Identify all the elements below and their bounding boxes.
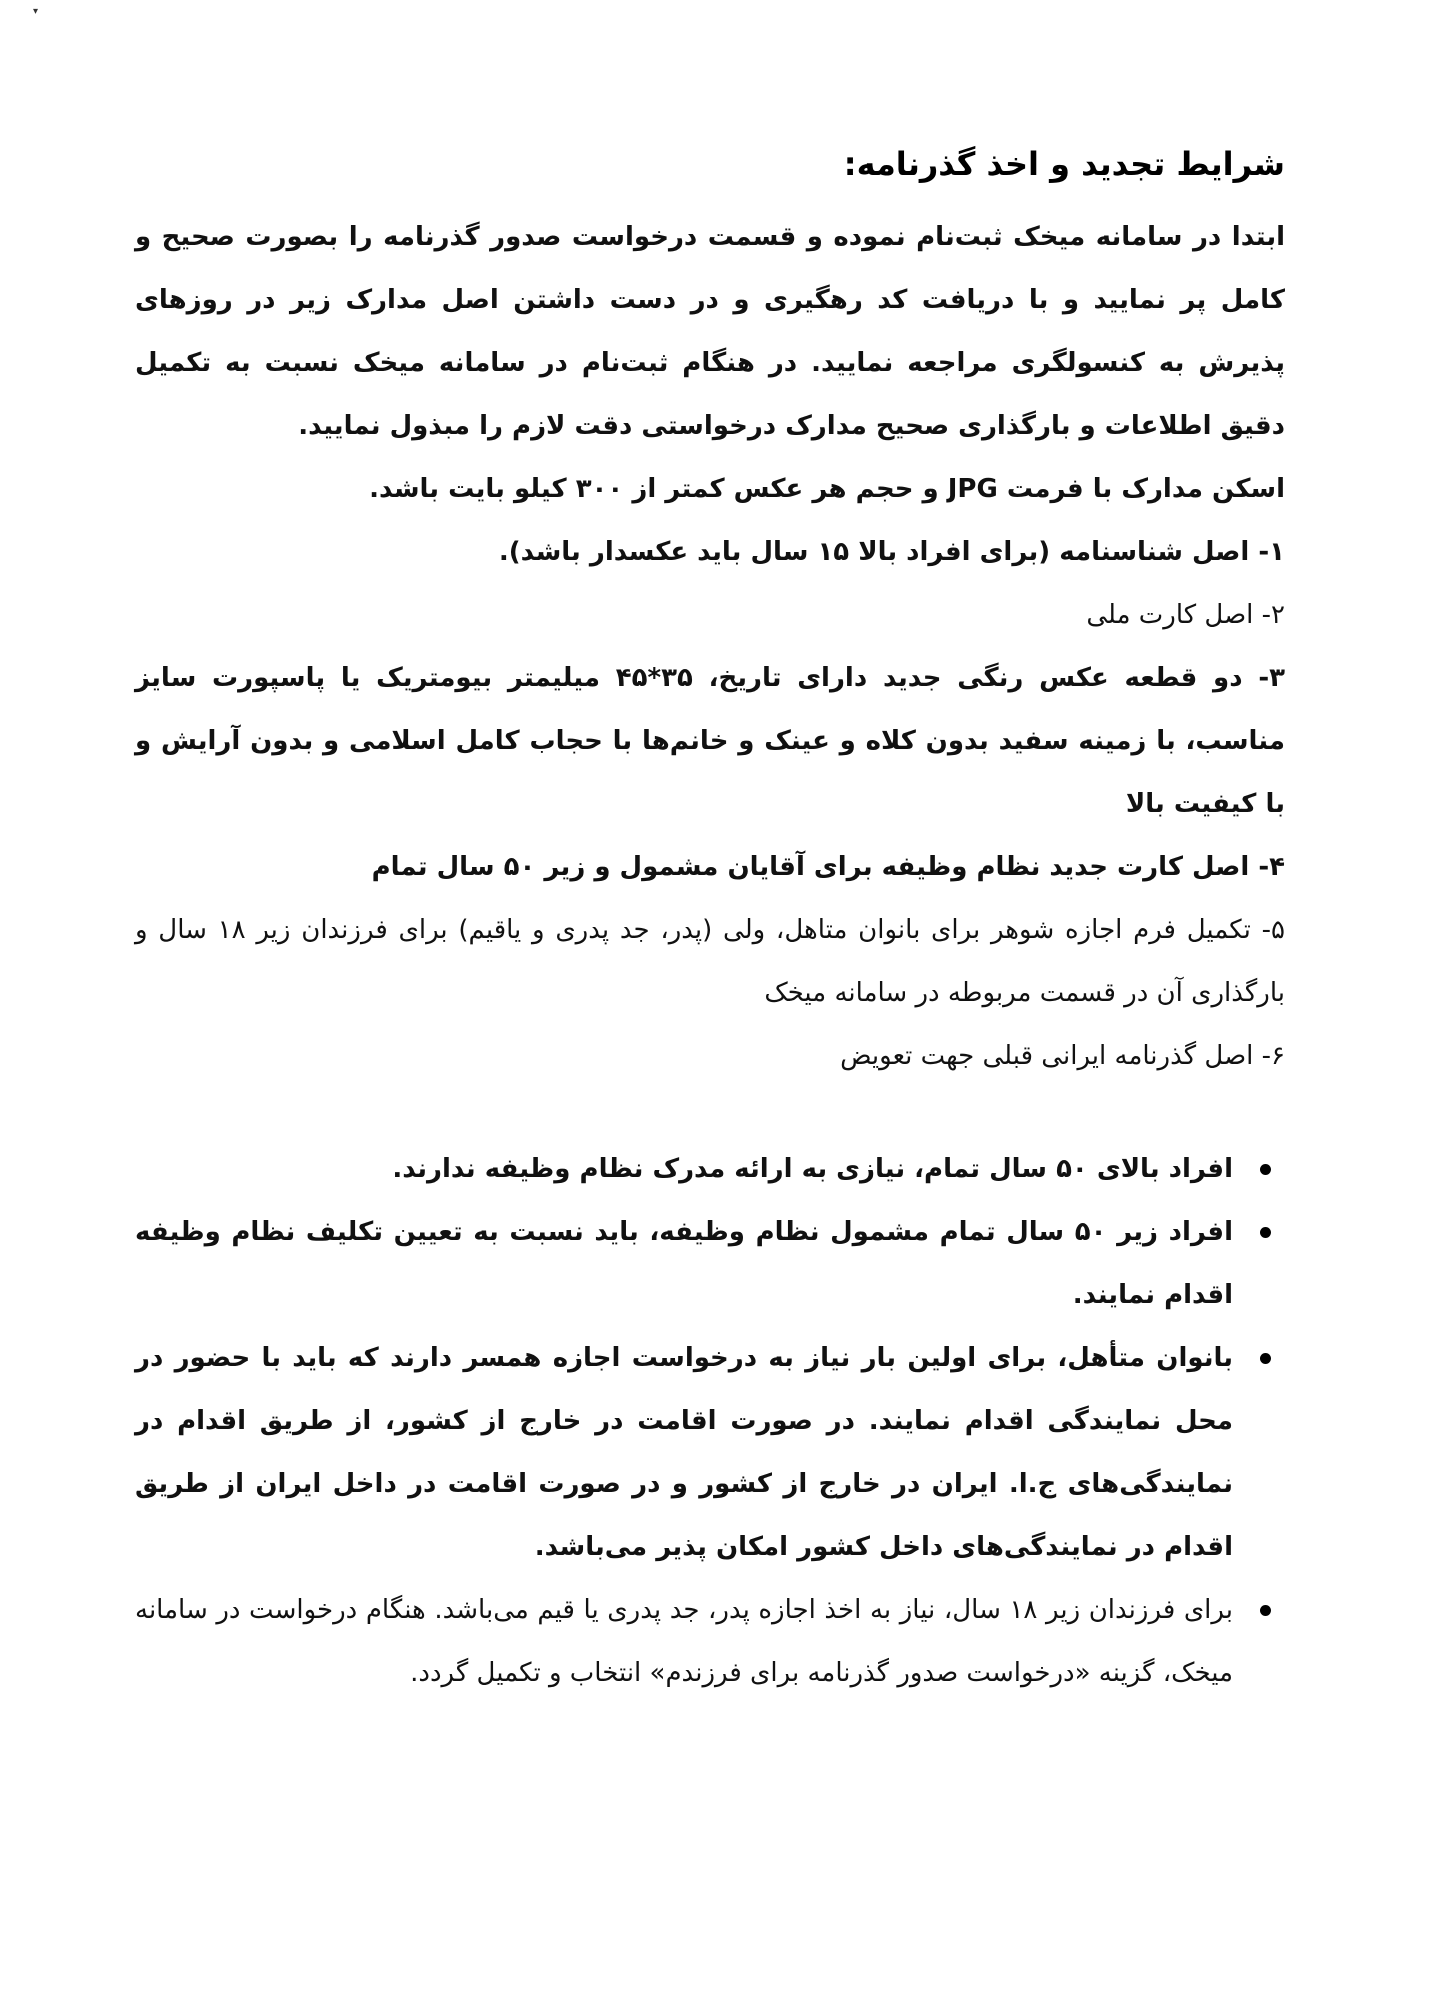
note-text: افراد زیر ۵۰ سال تمام مشمول نظام وظیفه، باید نسبت به تعیین تکلیف نظام وظیفه اقدام نمایند. <box>135 1217 1233 1310</box>
requirement-text: اصل گذرنامه ایرانی قبلی جهت تعویض <box>840 1041 1254 1071</box>
note-text: برای فرزندان زیر ۱۸ سال، نیاز به اخذ اجازه پدر، جد پدری یا قیم می‌باشد. هنگام درخواست در سامانه میخک، گزینه «درخواست صدور گذرنامه برای فرزندم» انتخاب و تکمیل گردد. <box>135 1595 1233 1688</box>
bullet-icon <box>1260 1353 1271 1364</box>
requirement-number: ۲- <box>1261 600 1285 630</box>
requirement-text: اصل شناسنامه (برای افراد بالا ۱۵ سال باید عکسدار باشد). <box>498 537 1250 567</box>
document-body <box>135 140 1285 1705</box>
note-text: افراد بالای ۵۰ سال تمام، نیازی به ارائه مدرک نظام وظیفه ندارند. <box>392 1154 1233 1184</box>
requirement-number: ۱- <box>1258 537 1285 567</box>
requirement-text: اصل کارت جدید نظام وظیفه برای آقایان مشمول و زیر ۵۰ سال تمام <box>371 852 1250 882</box>
note-item <box>135 1138 1285 1201</box>
note-item <box>135 1579 1285 1705</box>
requirement-text: اصل کارت ملی <box>1086 600 1254 630</box>
scan-artifact-mark: ▾ <box>33 6 39 17</box>
note-text: بانوان متأهل، برای اولین بار نیاز به درخواست اجازه همسر دارند که باید با حضور در محل نمایندگی اقدام نمایند. در صورت اقامت در خارج از کشور، از طریق اقدام در نمایندگی‌های ج.ا. ایران در خارج از کشور و در صورت اقامت در داخل ایران از طریق اقدام در نمایندگی‌های داخل کشور امکان پذیر می‌باشد. <box>135 1343 1233 1562</box>
requirement-text: دو قطعه عکس رنگی جدید دارای تاریخ، ۳۵*۴۵ میلیمتر بیومتریک یا پاسپورت سایز مناسب، با زمینه سفید بدون کلاه و عینک و خانم‌ها با حجاب کامل اسلامی و بدون آرایش و با کیفیت بالا <box>135 663 1285 819</box>
requirement-item <box>135 647 1285 836</box>
bullet-icon <box>1260 1164 1271 1175</box>
requirement-item <box>135 899 1285 1025</box>
requirement-text: تکمیل فرم اجازه شوهر برای بانوان متاهل، ولی (پدر، جد پدری و یاقیم) برای فرزندان زیر ۱۸ سال و بارگذاری آن در قسمت مربوطه در سامانه میخک <box>135 915 1285 1008</box>
requirement-number: ۵- <box>1261 915 1286 945</box>
document-title: شرایط تجدید و اخذ گذرنامه: <box>843 145 1285 183</box>
requirement-number: ۴- <box>1258 852 1285 882</box>
bullet-icon <box>1260 1605 1271 1616</box>
requirement-item <box>135 836 1285 899</box>
bullet-icon <box>1260 1227 1271 1238</box>
note-item <box>135 1327 1285 1579</box>
scan-format-note: اسکن مدارک با فرمت JPG و حجم هر عکس کمتر از ۳۰۰ کیلو بایت باشد. <box>369 474 1285 504</box>
requirements-list <box>135 521 1285 1088</box>
requirement-item <box>135 521 1285 584</box>
requirement-item <box>135 1025 1285 1088</box>
requirement-item <box>135 584 1285 647</box>
intro-paragraph: ابتدا در سامانه میخک ثبت‌نام نموده و قسمت درخواست صدور گذرنامه را بصورت صحیح و کامل پر نمایید و با دریافت کد رهگیری و در دست داشتن اصل مدارک زیر در روزهای پذیرش به کنسولگری مراجعه نمایید. در هنگام ثبت‌نام در سامانه میخک نسبت به تکمیل دقیق اطلاعات و بارگذاری صحیح مدارک درخواستی دقت لازم را مبذول نمایید. <box>135 222 1285 441</box>
requirement-number: ۶- <box>1261 1041 1285 1071</box>
notes-list <box>135 1138 1285 1705</box>
requirement-number: ۳- <box>1258 663 1285 693</box>
note-item <box>135 1201 1285 1327</box>
